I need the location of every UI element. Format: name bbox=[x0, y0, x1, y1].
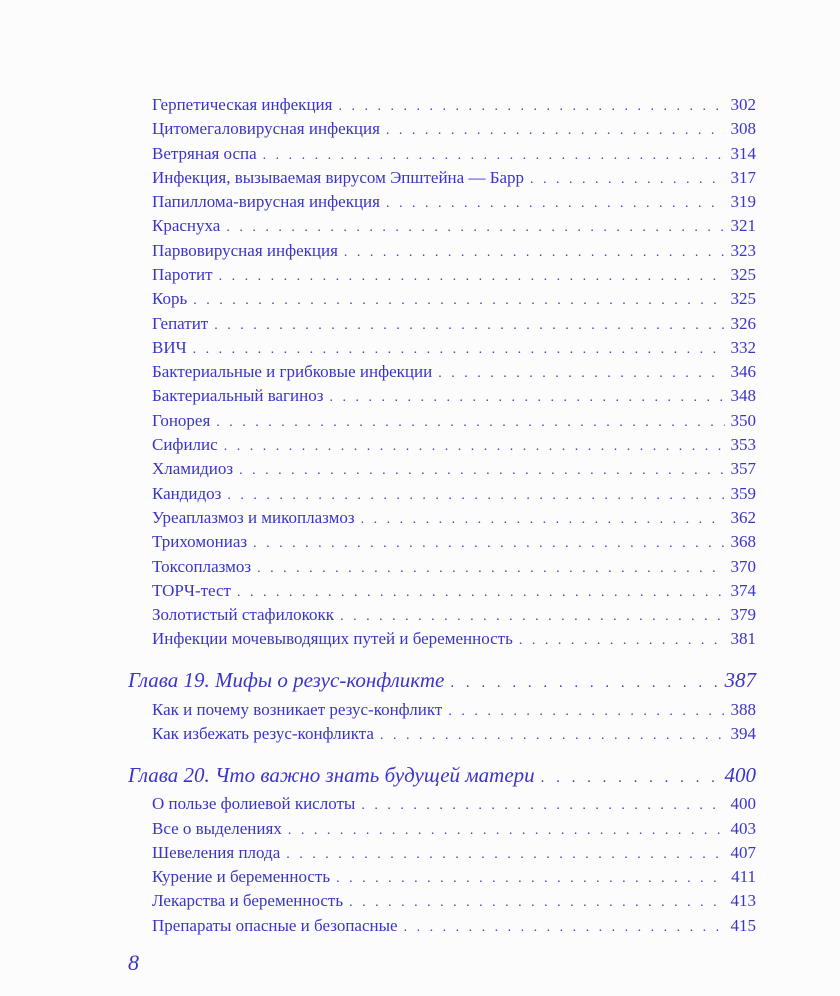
toc-entry-page: 359 bbox=[730, 484, 756, 503]
toc-entry-page: 348 bbox=[730, 386, 756, 405]
toc-entry-title: Шевеления плода bbox=[152, 843, 281, 862]
toc-entry-title: О пользе фолиевой кислоты bbox=[152, 794, 356, 813]
toc-entry bbox=[152, 214, 756, 238]
toc-entry-page: 407 bbox=[730, 843, 756, 862]
toc-entry-title: Инфекции мочевыводящих путей и беременность bbox=[152, 629, 513, 648]
toc-entry-page: 357 bbox=[730, 459, 756, 478]
toc-entry-title: Парвовирусная инфекция bbox=[152, 241, 338, 260]
toc-entry bbox=[152, 627, 756, 651]
dot-leader bbox=[239, 459, 724, 483]
toc-entry bbox=[152, 722, 756, 746]
toc-entry-title: Ветряная оспа bbox=[152, 144, 257, 163]
toc-entry-title: Бактериальный вагиноз bbox=[152, 386, 324, 405]
toc-entry-title: Как и почему возникает резус-конфликт bbox=[152, 700, 443, 719]
toc-entry-page: 368 bbox=[730, 532, 756, 551]
toc-entry bbox=[152, 817, 756, 841]
toc-entry bbox=[152, 914, 756, 938]
toc-entry-page: 353 bbox=[730, 435, 756, 454]
toc-entry-title: Лекарства и беременность bbox=[152, 891, 344, 910]
dot-leader bbox=[286, 843, 724, 867]
toc-chapter-19 bbox=[128, 666, 756, 694]
dot-leader bbox=[361, 508, 725, 532]
dot-leader bbox=[380, 724, 725, 748]
dot-leader bbox=[404, 916, 725, 940]
toc-entry bbox=[152, 555, 756, 579]
toc-entry bbox=[152, 336, 756, 360]
dot-leader bbox=[336, 867, 725, 891]
toc-entry-page: 379 bbox=[730, 605, 756, 624]
toc-entry bbox=[152, 841, 756, 865]
dot-leader bbox=[519, 629, 725, 653]
toc-entry-title: Как избежать резус-конфликта bbox=[152, 724, 374, 743]
toc-entry-title: Хламидиоз bbox=[152, 459, 234, 478]
toc-entry-title: Трихомониаз bbox=[152, 532, 248, 551]
toc-entry-title: ТОРЧ-тест bbox=[152, 581, 231, 600]
dot-leader bbox=[263, 144, 725, 168]
toc-entry-page: 332 bbox=[730, 338, 756, 357]
toc-entry-page: 394 bbox=[730, 724, 756, 743]
dot-leader bbox=[530, 168, 724, 192]
toc-entry-page: 381 bbox=[730, 629, 756, 648]
chapter-title: Глава 19. Мифы о резус-конфликте bbox=[128, 668, 445, 692]
toc-entry-title: Инфекция, вызываемая вирусом Эпштейна — Барр bbox=[152, 168, 525, 187]
toc-entry bbox=[152, 506, 756, 530]
toc-entry-title: Гепатит bbox=[152, 314, 209, 333]
dot-leader bbox=[193, 338, 725, 362]
page-number: 8 bbox=[128, 950, 139, 975]
dot-leader bbox=[340, 605, 724, 629]
dot-leader bbox=[253, 532, 724, 556]
toc-entry bbox=[152, 93, 756, 117]
toc-entry-title: Курение и беременность bbox=[152, 867, 331, 886]
toc-entry bbox=[152, 792, 756, 816]
toc-entry-title: Золотистый стафилококк bbox=[152, 605, 335, 624]
toc-entry bbox=[152, 457, 756, 481]
toc-entry-page: 308 bbox=[730, 119, 756, 138]
toc-entry bbox=[152, 360, 756, 384]
toc-entry-title: Корь bbox=[152, 289, 188, 308]
dot-leader bbox=[226, 216, 724, 240]
toc-entry bbox=[152, 142, 756, 166]
toc-entry bbox=[152, 698, 756, 722]
toc-entry-page: 346 bbox=[730, 362, 756, 381]
toc-entry-page: 325 bbox=[730, 289, 756, 308]
toc-entry-title: Герпетическая инфекция bbox=[152, 95, 333, 114]
toc-entry-title: Цитомегаловирусная инфекция bbox=[152, 119, 380, 138]
dot-leader bbox=[214, 314, 724, 338]
toc-entry-page: 388 bbox=[730, 700, 756, 719]
toc-entry-page: 400 bbox=[730, 794, 756, 813]
dot-leader bbox=[193, 289, 724, 313]
toc-entry-title: Кандидоз bbox=[152, 484, 222, 503]
toc-entry-title: Токсоплазмоз bbox=[152, 557, 252, 576]
toc-entry-page: 326 bbox=[730, 314, 756, 333]
toc-entry-page: 325 bbox=[730, 265, 756, 284]
toc-entry-page: 411 bbox=[731, 867, 756, 886]
toc-entry bbox=[152, 482, 756, 506]
dot-leader bbox=[288, 819, 725, 843]
toc-entry-page: 415 bbox=[730, 916, 756, 935]
dot-leader bbox=[257, 557, 724, 581]
toc-chapter-20 bbox=[128, 761, 756, 789]
toc-entry-page: 317 bbox=[730, 168, 756, 187]
dot-leader bbox=[386, 192, 725, 216]
toc-entry bbox=[152, 166, 756, 190]
toc-entry bbox=[152, 263, 756, 287]
toc-entry-page: 319 bbox=[730, 192, 756, 211]
dot-leader bbox=[216, 411, 724, 435]
dot-leader bbox=[438, 362, 724, 386]
toc-entry-title: Все о выделениях bbox=[152, 819, 282, 838]
toc-entry bbox=[152, 117, 756, 141]
dot-leader bbox=[227, 484, 724, 508]
toc-entry-page: 323 bbox=[730, 241, 756, 260]
toc-entry-title: Краснуха bbox=[152, 216, 221, 235]
dot-leader bbox=[448, 700, 724, 724]
toc-entry bbox=[152, 409, 756, 433]
dot-leader bbox=[338, 95, 724, 119]
toc-entry bbox=[152, 190, 756, 214]
dot-leader bbox=[344, 241, 725, 265]
dot-leader bbox=[349, 891, 724, 915]
chapter-title: Глава 20. Что важно знать будущей матери bbox=[128, 763, 535, 787]
toc-entry-page: 374 bbox=[730, 581, 756, 600]
toc-entry bbox=[152, 603, 756, 627]
toc-entry-title: Гонорея bbox=[152, 411, 211, 430]
toc-entry bbox=[152, 312, 756, 336]
dot-leader bbox=[219, 265, 725, 289]
toc-entry bbox=[152, 865, 756, 889]
toc-entry-page: 370 bbox=[730, 557, 756, 576]
toc-entry-page: 413 bbox=[730, 891, 756, 910]
dot-leader bbox=[361, 794, 724, 818]
toc-entry bbox=[152, 433, 756, 457]
toc-entry bbox=[152, 287, 756, 311]
dot-leader bbox=[329, 386, 724, 410]
toc-entry-title: Паротит bbox=[152, 265, 213, 284]
toc-entry-page: 362 bbox=[730, 508, 756, 527]
toc-entry bbox=[152, 889, 756, 913]
chapter-page: 400 bbox=[724, 763, 756, 787]
toc-entry bbox=[152, 579, 756, 603]
toc-entry-title: Уреаплазмоз и микоплазмоз bbox=[152, 508, 355, 527]
toc-entry bbox=[152, 384, 756, 408]
toc-entry-page: 321 bbox=[730, 216, 756, 235]
toc-entry-title: Папиллома-вирусная инфекция bbox=[152, 192, 380, 211]
dot-leader bbox=[541, 764, 719, 792]
chapter-page: 387 bbox=[724, 668, 756, 692]
toc-entry-page: 302 bbox=[730, 95, 756, 114]
dot-leader bbox=[224, 435, 725, 459]
toc-entry-title: Сифилис bbox=[152, 435, 218, 454]
dot-leader bbox=[386, 119, 725, 143]
toc-entry-page: 350 bbox=[730, 411, 756, 430]
toc-entry-title: Бактериальные и грибковые инфекции bbox=[152, 362, 433, 381]
dot-leader bbox=[450, 669, 718, 697]
toc-entry-title: Препараты опасные и безопасные bbox=[152, 916, 398, 935]
toc-entry-title: ВИЧ bbox=[152, 338, 187, 357]
toc-entry-page: 314 bbox=[730, 144, 756, 163]
toc-entry-page: 403 bbox=[730, 819, 756, 838]
toc-entry bbox=[152, 530, 756, 554]
dot-leader bbox=[237, 581, 725, 605]
toc-entry bbox=[152, 239, 756, 263]
